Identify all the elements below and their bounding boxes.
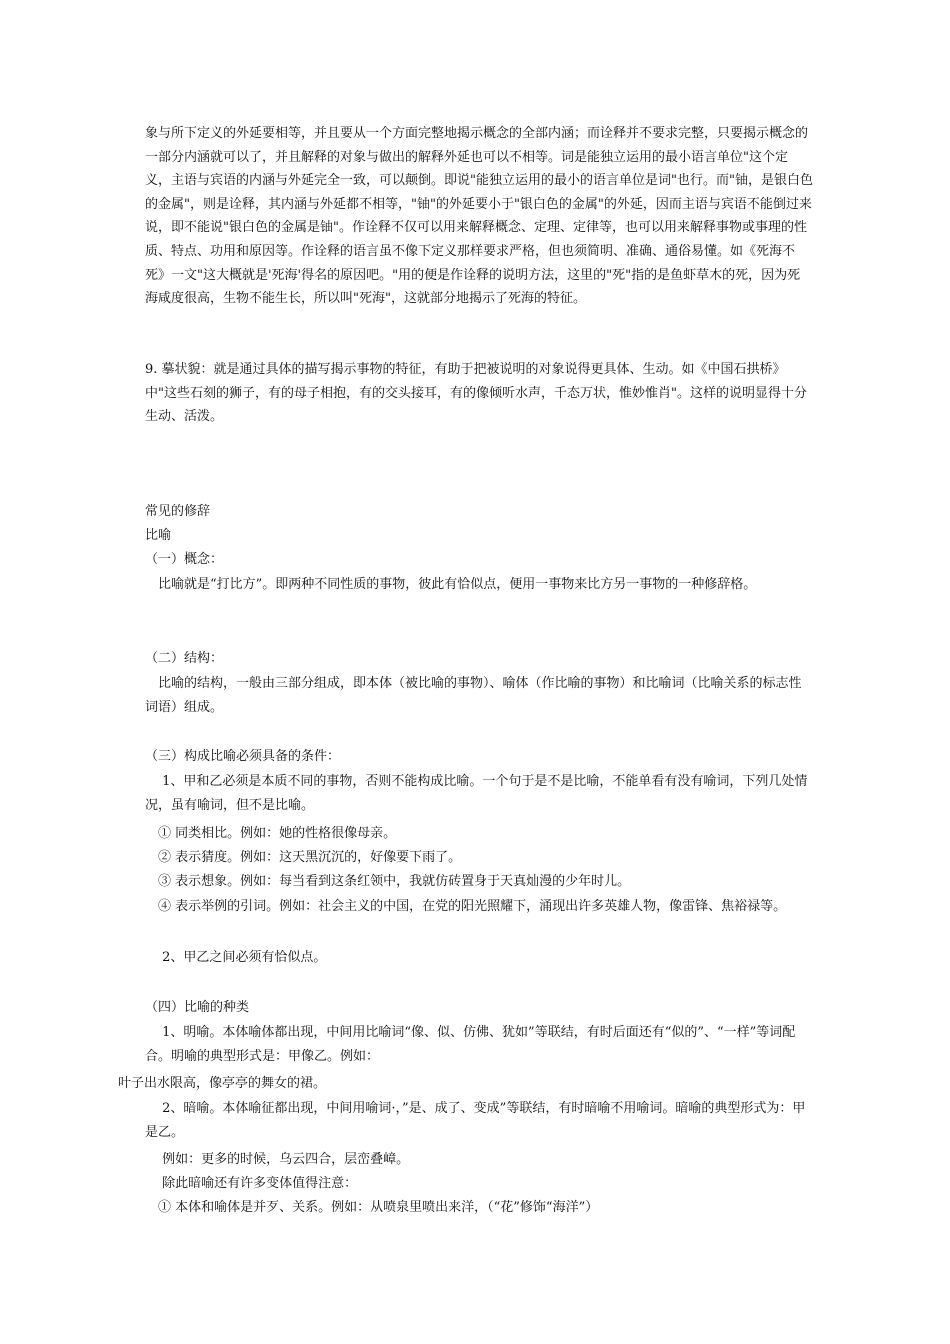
heading-structure: （二）结构： — [145, 651, 224, 666]
type-metaphor-note: 除此暗喻还有许多变体值得注意： — [145, 1176, 358, 1191]
type-simile-example: 叶子出水限高，像亭亭的舞女的裙。 — [118, 1076, 327, 1091]
section-subtitle: 比喻 — [145, 528, 172, 543]
type-simile: 1、明喻。本体喻体都出现，中间用比喻词“像、似、仿佛、犹如”等联结，有时后面还有“似的”、“一样”等词配合。明喻的典型形式是：甲像乙。例如： — [145, 1025, 796, 1064]
condition-1-d: ④ 表示举例的引词。例如：社会主义的中国，在党的阳光照耀下，涌现出许多英雄人物，像雷锋、焦裕禄等。 — [145, 899, 787, 914]
type-metaphor-note-1: ① 本体和喻体是并歹、关系。例如：从喷泉里喷出来洋，（“花”修饰“海洋”） — [145, 1200, 599, 1215]
structure-body: 比喻的结构，一般由三部分组成，即本体（被比喻的事物）、喻体（作比喻的事物）和比喻词（比喻关系的标志性词语）组成。 — [145, 676, 802, 715]
heading-types: （四）比喻的种类 — [145, 1000, 250, 1015]
heading-concept: （一）概念： — [145, 552, 224, 567]
type-metaphor: 2、暗喻。本体喻征都出现，中间用喻词·，”是、成了、变成”等联结，有时暗喻不用喻词。暗喻的典型形式为：甲是乙。 — [145, 1101, 806, 1140]
paragraph-describe-appearance: 9. 摹状貌：就是通过具体的描写揭示事物的特征，有助于把被说明的对象说得更具体、生动。如《中国石拱桥》中"这些石刻的狮子，有的母子相抱，有的交头接耳，有的像倾听水声，千态万状，惟妙惟肖"。这样的说明显得十分生动、活泼。 — [145, 362, 807, 425]
concept-body: 比喻就是“打比方”。即两种不同性质的事物，彼此有恰似点，便用一事物来比方另一事物的一种修辞格。 — [145, 577, 757, 592]
condition-1-b: ② 表示猜度。例如：这天黑沉沉的，好像要下雨了。 — [145, 850, 462, 865]
heading-conditions: （三）构成比喻必须具备的条件： — [145, 749, 341, 764]
section-title: 常见的修辞 — [145, 504, 211, 519]
condition-2: 2、甲乙之间必须有恰似点。 — [145, 950, 327, 965]
condition-1-a: ① 同类相比。例如：她的性格很像母亲。 — [145, 826, 397, 841]
condition-1: 1、甲和乙必须是本质不同的事物，否则不能构成比喻。一个句于是不是比喻，不能单看有没有喻词，下列几处情况，虽有喻词，但不是比喻。 — [145, 774, 808, 813]
paragraph-definition-vs-explanation: 象与所下定义的外延要相等，并且要从一个方面完整地揭示概念的全部内涵；而诠释并不要求完整，只要揭示概念的一部分内涵就可以了，并且解释的对象与做出的解释外延也可以不相等。词是能独立运用的最小语言单位"这个定义，主语与宾语的内涵与外延完全一致，可以颠倒。即说"能独立运用的最小的语言单位是词"也行。而"铀，是银白色的金属"，则是诠释，其内涵与外延都不相等，"铀"的外延要小于"银白色的金属"的外延，因而主语与宾语不能倒过来说，即不能说"银白色的金属是铀"。作诠释不仅可以用来解释概念、定理、定律等，也可以用来解释事物或事理的性质、特点、功用和原因等。作诠释的语言虽不像下定义那样要求严格，但也须简明、准确、通俗易懂。如《死海不死》一文"这大概就是'死海'得名的原因吧。"用的便是作诠释的说明方法，这里的"死"指的是鱼虾草木的死，因为死海咸度很高，生物不能生长，所以叫"死海"，这就部分地揭示了死海的特征。 — [145, 126, 813, 307]
condition-1-c: ③ 表示想象。例如：每当看到这条红领中，我就仿砖置身于天真灿漫的少年时儿。 — [145, 874, 631, 889]
type-metaphor-example: 例如：更多的时候，乌云四合，层峦叠嶂。 — [145, 1152, 410, 1167]
